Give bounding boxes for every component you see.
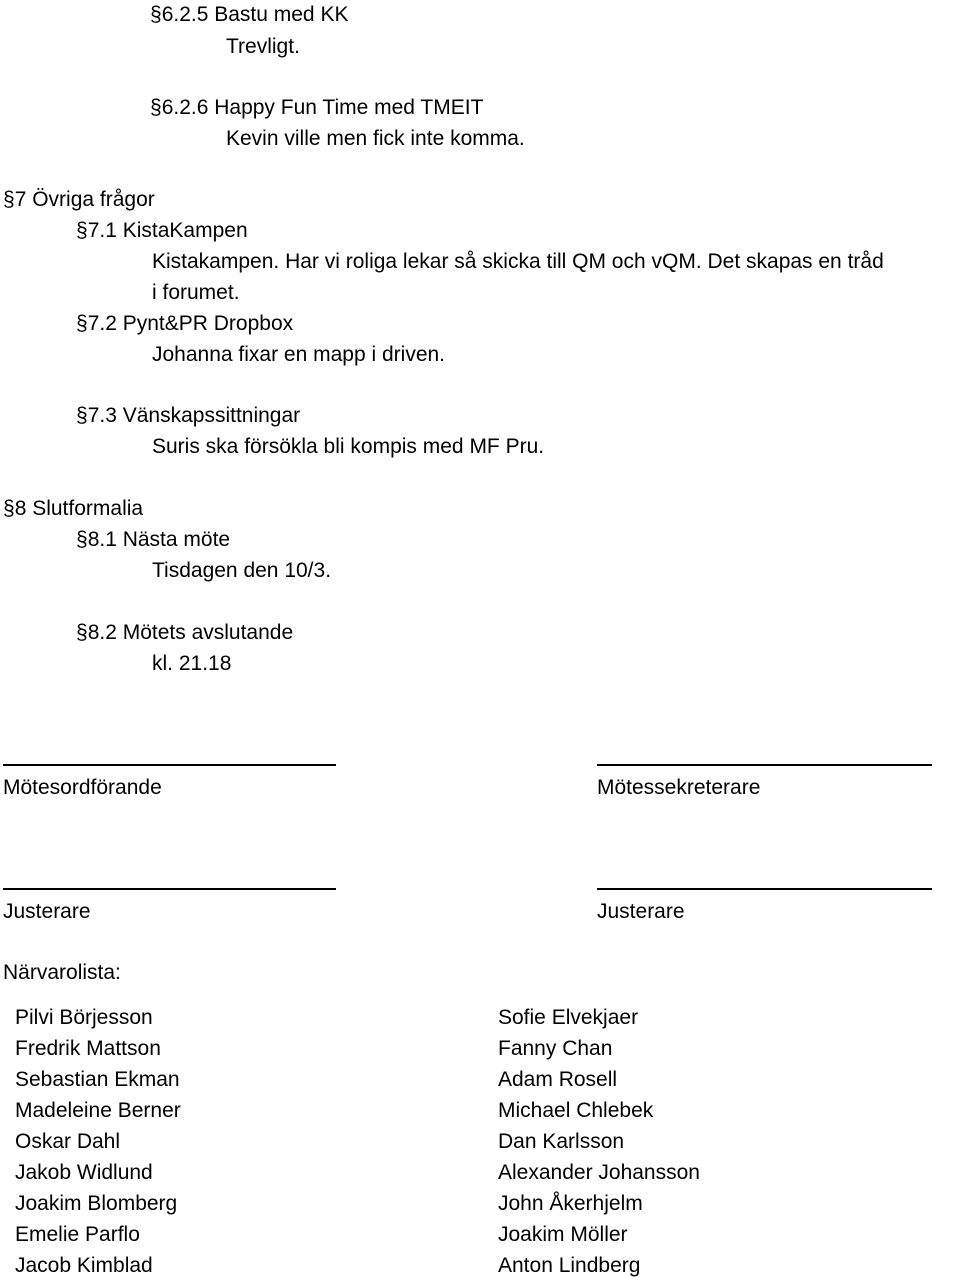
section-sign: § bbox=[76, 312, 88, 335]
section-7-2-heading: §7.2 Pynt&PR Dropbox bbox=[76, 312, 294, 335]
section-8-2-body: kl. 21.18 bbox=[152, 652, 232, 675]
section-sign: § bbox=[3, 497, 15, 520]
section-sign: § bbox=[3, 188, 15, 211]
section-7-1-body-line2: i forumet. bbox=[152, 281, 240, 304]
attendee-name: Oskar Dahl bbox=[15, 1130, 121, 1153]
attendance-title: Närvarolista: bbox=[3, 961, 121, 984]
adjuster-left-signature-line bbox=[3, 888, 336, 890]
attendee-name: Fanny Chan bbox=[498, 1037, 613, 1060]
attendee-name: Jakob Widlund bbox=[15, 1161, 153, 1184]
section-6-2-6-body: Kevin ville men fick inte komma. bbox=[226, 127, 525, 150]
attendee-name: Dan Karlsson bbox=[498, 1130, 625, 1153]
section-7-1-body-line1: Kistakampen. Har vi roliga lekar så skicka till QM och vQM. Det skapas en tråd bbox=[152, 250, 884, 273]
attendee-name: John Åkerhjelm bbox=[498, 1192, 643, 1215]
section-7-1-heading: §7.1 KistaKampen bbox=[76, 219, 248, 242]
section-7-3-body: Suris ska försökla bli kompis med MF Pru. bbox=[152, 435, 545, 458]
adjuster-right-signature-label: Justerare bbox=[597, 900, 685, 923]
section-sign: § bbox=[150, 3, 162, 26]
chair-signature-label: Mötesordförande bbox=[3, 776, 162, 799]
section-8-1-heading: §8.1 Nästa möte bbox=[76, 528, 231, 551]
attendee-name: Alexander Johansson bbox=[498, 1161, 700, 1184]
attendee-name: Emelie Parflo bbox=[15, 1223, 140, 1246]
attendee-name: Madeleine Berner bbox=[15, 1099, 181, 1122]
attendee-name: Joakim Möller bbox=[498, 1223, 628, 1246]
section-8-2-heading: §8.2 Mötets avslutande bbox=[76, 621, 294, 644]
section-sign: § bbox=[76, 404, 88, 427]
adjuster-left-signature-label: Justerare bbox=[3, 900, 91, 923]
attendee-name: Joakim Blomberg bbox=[15, 1192, 178, 1215]
section-8-1-body: Tisdagen den 10/3. bbox=[152, 559, 332, 582]
secretary-signature-line bbox=[597, 764, 932, 766]
attendee-name: Sofie Elvekjaer bbox=[498, 1006, 639, 1029]
section-sign: § bbox=[76, 621, 88, 644]
adjuster-right-signature-line bbox=[597, 888, 932, 890]
section-8-heading: §8 Slutformalia bbox=[3, 497, 144, 520]
attendee-name: Jacob Kimblad bbox=[15, 1254, 153, 1277]
attendee-name: Pilvi Börjesson bbox=[15, 1006, 153, 1029]
attendee-name: Adam Rosell bbox=[498, 1068, 618, 1091]
attendee-name: Anton Lindberg bbox=[498, 1254, 641, 1277]
section-sign: § bbox=[150, 96, 162, 119]
section-6-2-5-heading: §6.2.5 Bastu med KK bbox=[150, 3, 349, 26]
attendee-name: Fredrik Mattson bbox=[15, 1037, 161, 1060]
section-sign: § bbox=[76, 219, 88, 242]
section-6-2-6-heading: §6.2.6 Happy Fun Time med TMEIT bbox=[150, 96, 484, 119]
section-7-2-body: Johanna fixar en mapp i driven. bbox=[152, 343, 446, 366]
attendee-name: Sebastian Ekman bbox=[15, 1068, 180, 1091]
section-7-3-heading: §7.3 Vänskapssittningar bbox=[76, 404, 301, 427]
secretary-signature-label: Mötessekreterare bbox=[597, 776, 761, 799]
chair-signature-line bbox=[3, 764, 336, 766]
section-7-heading: §7 Övriga frågor bbox=[3, 188, 155, 211]
attendee-name: Michael Chlebek bbox=[498, 1099, 654, 1122]
section-sign: § bbox=[76, 528, 88, 551]
section-6-2-5-body: Trevligt. bbox=[226, 35, 300, 58]
